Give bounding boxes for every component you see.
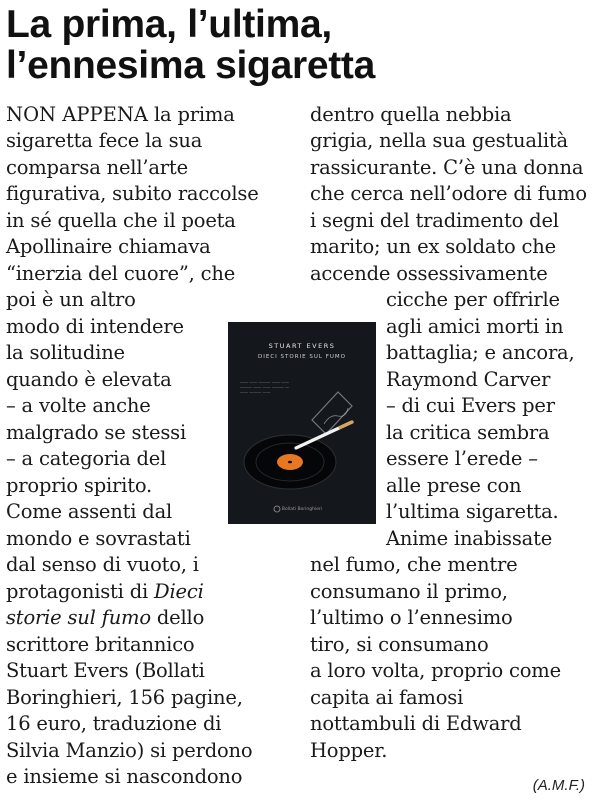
author-signature: (A.M.F.) <box>532 777 585 794</box>
body-line: dal senso di vuoto, i <box>6 553 199 576</box>
body-line: l’ultimo o l’ennesimo <box>310 606 513 629</box>
body-line: 16 euro, traduzione di <box>6 712 222 735</box>
headline-line-1: La prima, l’ultima, <box>6 3 332 46</box>
body-line: Apollinaire chiamava <box>6 235 211 258</box>
body-line: marito; un ex soldato che <box>310 235 556 258</box>
body-line: scrittore britannico <box>6 633 195 656</box>
cover-author: STUART EVERS <box>268 342 336 350</box>
body-line: – a volte anche <box>6 394 151 417</box>
cover-title: DIECI STORIE SUL FUMO <box>258 354 346 360</box>
record-hole <box>288 461 292 464</box>
body-line: Raymond Carver <box>386 368 551 391</box>
body-line: accende ossessivamente <box>310 262 548 285</box>
body-line: in sé quella che il poeta <box>6 209 236 232</box>
cover-artwork <box>228 322 376 524</box>
body-line: – a categoria del <box>6 447 167 470</box>
body-line: Boringhieri, 156 pagine, <box>6 686 243 709</box>
body-line: figurativa, subito raccolse <box>6 182 259 205</box>
body-line: Come assenti dal <box>6 500 173 523</box>
body-line <box>6 605 204 632</box>
body-line: – di cui Evers per <box>386 394 555 417</box>
body-text: la prima <box>148 103 235 126</box>
body-line: a loro volta, proprio come <box>310 659 561 682</box>
smoke-wisp <box>324 408 348 424</box>
body-line: la critica sembra <box>386 421 550 444</box>
body-line: nel fumo, che mentre <box>310 553 518 576</box>
body-line: rassicurante. C’è una donna <box>310 156 584 179</box>
body-line: i segni del tradimento del <box>310 209 559 232</box>
body-line: “inerzia del cuore”, che <box>6 262 236 285</box>
body-line: capita ai famosi <box>310 686 464 709</box>
body-line: consumano il primo, <box>310 580 508 603</box>
body-line: poi è un altro <box>6 288 136 311</box>
body-line: Silvia Manzio) si perdono <box>6 739 253 762</box>
book-cover <box>228 322 376 524</box>
body-line: grigia, nella sua gestualità <box>310 129 568 152</box>
cigarette-filter <box>340 422 352 428</box>
body-line: tiro, si consumano <box>310 633 489 656</box>
body-line: la solitudine <box>6 341 125 364</box>
body-line: Stuart Evers (Bollati <box>6 659 205 682</box>
body-line: agli amici morti in <box>386 315 564 338</box>
body-line: che cerca nell’odore di fumo <box>310 182 587 205</box>
lead-in: NON APPENA <box>6 103 149 126</box>
body-line: proprio spirito. <box>6 474 153 497</box>
book-title: Dieci <box>154 580 204 603</box>
body-line: battaglia; e ancora, <box>386 341 575 364</box>
cover-publisher: Bollati Boringhieri <box>281 507 323 512</box>
body-line: nottambuli di Edward <box>310 712 522 735</box>
body-line: l’ultima sigaretta. <box>386 500 559 523</box>
body-line: Hopper. <box>310 739 388 762</box>
body-line <box>6 579 204 606</box>
body-line: malgrado se stessi <box>6 421 186 444</box>
body-line: sigaretta fece la sua <box>6 129 203 152</box>
body-line: modo di intendere <box>6 315 184 338</box>
cover-blurb: —— —— ——— —— —— ——— —— —— ——— — —— ——— —— <box>240 380 290 395</box>
body-line: dentro quella nebbia <box>310 103 512 126</box>
body-line: mondo e sovrastati <box>6 527 191 550</box>
body-line: alle prese con <box>386 474 522 497</box>
body-line: cicche per offrirle <box>386 288 560 311</box>
body-line: comparsa nell’arte <box>6 156 188 179</box>
article-headline <box>6 4 606 86</box>
body-line: Anime inabissate <box>386 527 553 550</box>
book-title: storie sul fumo <box>6 606 151 629</box>
body-line <box>6 102 235 129</box>
body-text: dello <box>150 606 205 629</box>
headline-line-2: l’ennesima sigaretta <box>6 44 375 87</box>
body-line: essere l’erede – <box>386 447 538 470</box>
body-line: e insieme si nascondono <box>6 765 243 788</box>
body-text: protagonisti di <box>6 580 155 603</box>
body-line: quando è elevata <box>6 368 172 391</box>
